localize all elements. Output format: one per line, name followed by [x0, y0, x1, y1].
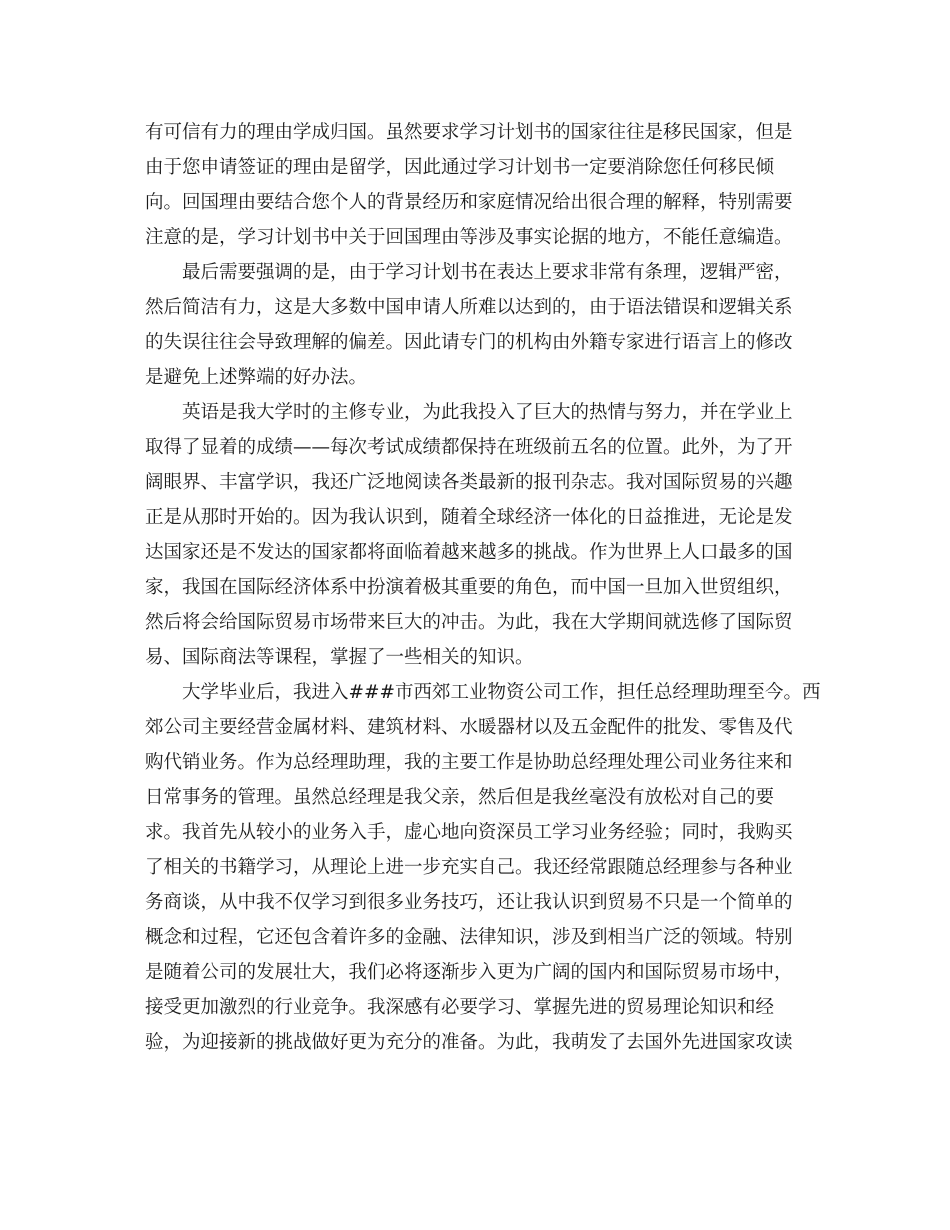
- paragraph-line: 是避免上述弊端的好办法。: [145, 367, 368, 388]
- paragraph-line: 阔眼界、丰富学识，我还广泛地阅读各类最新的报刊杂志。我对国际贸易的兴趣: [145, 472, 793, 493]
- paragraph-line: 由于您申请签证的理由是留学，因此通过学习计划书一定要消除您任何移民倾: [145, 157, 775, 178]
- paragraph-line: 有可信有力的理由学成归国。虽然要求学习计划书的国家往往是移民国家，但是: [145, 122, 793, 143]
- paragraph-line: 务商谈，从中我不仅学习到很多业务技巧，还让我认识到贸易不只是一个简单的: [145, 892, 793, 913]
- paragraph-line: 最后需要强调的是，由于学习计划书在表达上要求非常有条理，逻辑严密，: [182, 262, 793, 283]
- paragraph-line: 是随着公司的发展壮大，我们必将逐渐步入更为广阔的国内和国际贸易市场中，: [145, 962, 793, 983]
- paragraph-line: 取得了显着的成绩——每次考试成绩都保持在班级前五名的位置。此外，为了开: [145, 437, 793, 458]
- paragraph-line: 易、国际商法等课程，掌握了一些相关的知识。: [145, 647, 534, 668]
- paragraph-line: 的失误往往会导致理解的偏差。因此请专门的机构由外籍专家进行语言上的修改: [145, 332, 793, 353]
- paragraph-line: 验，为迎接新的挑战做好更为充分的准备。为此，我萌发了去国外先进国家攻读: [145, 1032, 793, 1053]
- document-body: [145, 115, 845, 1060]
- paragraph-line: 英语是我大学时的主修专业，为此我投入了巨大的热情与努力，并在学业上: [182, 402, 793, 423]
- paragraph-line: 日常事务的管理。虽然总经理是我父亲，然后但是我丝毫没有放松对自己的要: [145, 787, 775, 808]
- paragraph-line: 然后将会给国际贸易市场带来巨大的冲击。为此，我在大学期间就选修了国际贸: [145, 612, 793, 633]
- paragraph-line: 大学毕业后，我进入###市西郊工业物资公司工作，担任总经理助理至今。西: [182, 682, 821, 703]
- paragraph-line: 接受更加激烈的行业竞争。我深感有必要学习、掌握先进的贸易理论知识和经: [145, 997, 775, 1018]
- paragraph-line: 了相关的书籍学习，从理论上进一步充实自己。我还经常跟随总经理参与各种业: [145, 857, 793, 878]
- paragraph-line: 达国家还是不发达的国家都将面临着越来越多的挑战。作为世界上人口最多的国: [145, 542, 793, 563]
- paragraph-line: 购代销业务。作为总经理助理，我的主要工作是协助总经理处理公司业务往来和: [145, 752, 793, 773]
- paragraph-line: 然后简洁有力，这是大多数中国申请人所难以达到的，由于语法错误和逻辑关系: [145, 297, 793, 318]
- paragraph-line: 正是从那时开始的。因为我认识到，随着全球经济一体化的日益推进，无论是发: [145, 507, 793, 528]
- paragraph-line: 郊公司主要经营金属材料、建筑材料、水暖器材以及五金配件的批发、零售及代: [145, 717, 793, 738]
- paragraph-line: 向。回国理由要结合您个人的背景经历和家庭情况给出很合理的解释，特别需要: [145, 192, 793, 213]
- paragraph-line: 注意的是，学习计划书中关于回国理由等涉及事实论据的地方，不能任意编造。: [145, 227, 793, 248]
- paragraph-line: 概念和过程，它还包含着许多的金融、法律知识，涉及到相当广泛的领域。特别: [145, 927, 793, 948]
- paragraph-line: 求。我首先从较小的业务入手，虚心地向资深员工学习业务经验；同时，我购买: [145, 822, 793, 843]
- paragraph-line: 家，我国在国际经济体系中扮演着极其重要的角色，而中国一旦加入世贸组织，: [145, 577, 793, 598]
